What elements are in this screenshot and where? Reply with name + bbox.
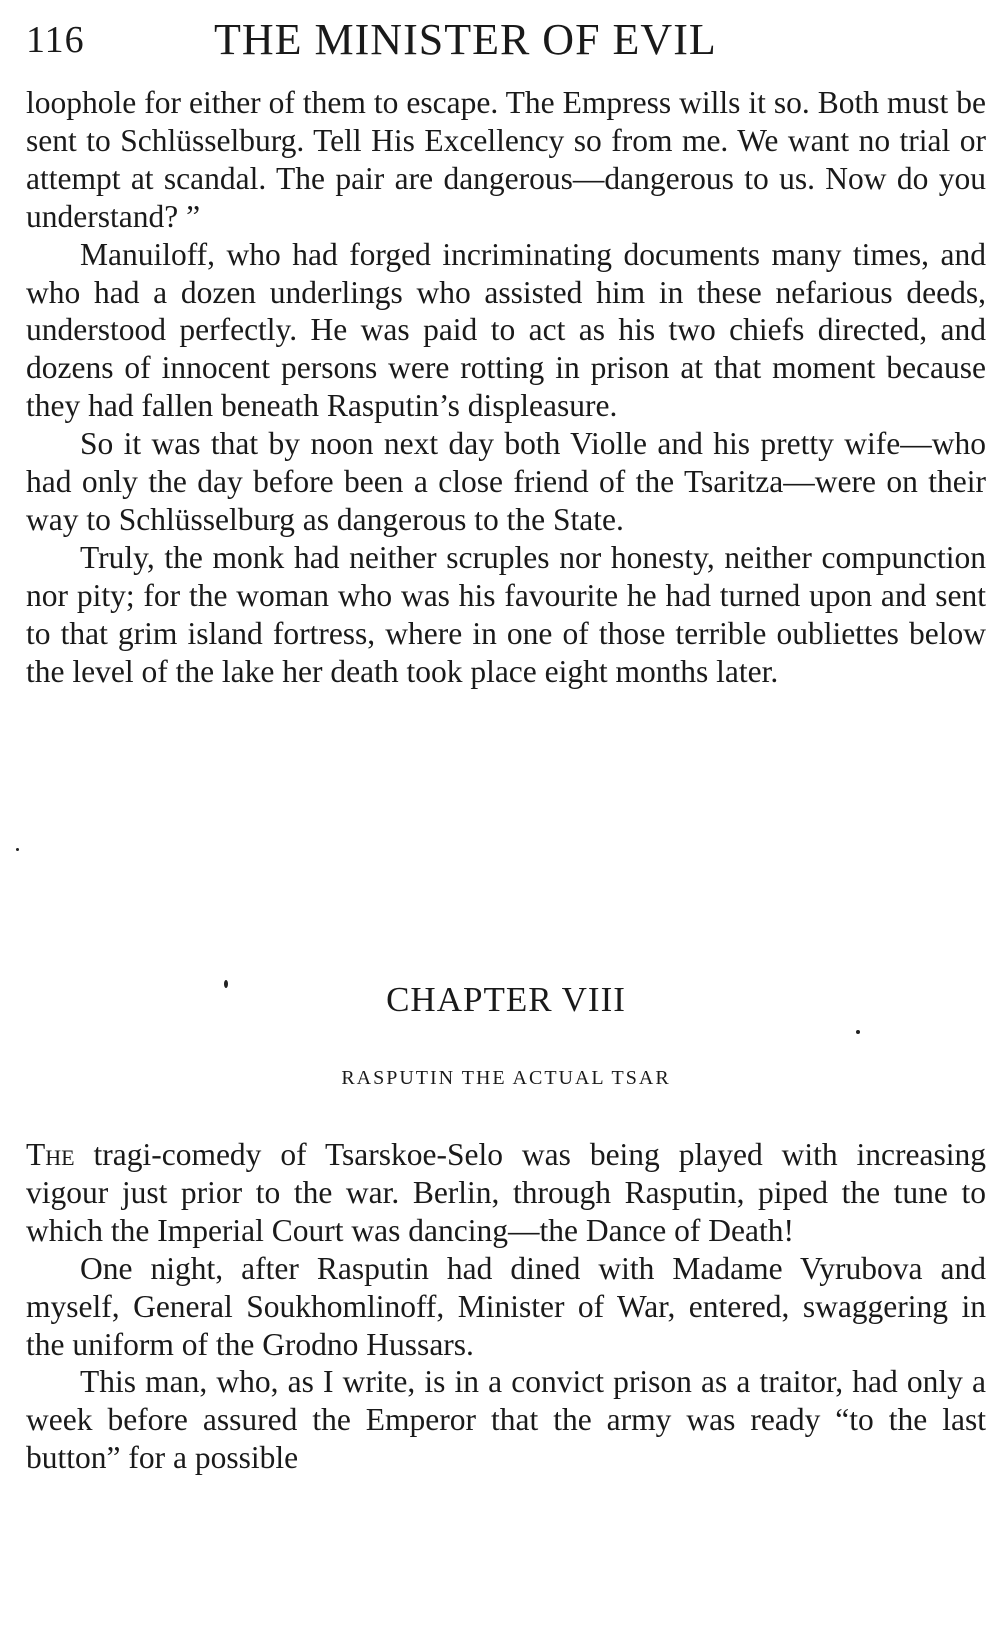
chapter-subtitle: RASPUTIN THE ACTUAL TSAR	[341, 1067, 671, 1089]
book-title: THE MINISTER OF EVIL	[214, 15, 717, 64]
body-text-bottom	[26, 1136, 986, 1477]
chapter-heading: CHAPTER VIII	[386, 980, 626, 1019]
print-speck	[16, 848, 19, 851]
paragraph-tragi-comedy	[26, 1136, 986, 1250]
print-speck	[856, 1030, 860, 1034]
body-text-top	[26, 84, 986, 691]
print-speck	[224, 980, 228, 988]
page-number: 116	[26, 19, 85, 61]
paragraph-continued: loophole for either of them to escape. The Empress wills it so. Both must be sent to Schlüsselburg. Tell His Excellency so from me. We want no trial or attempt at scandal. The pair are dangerous—dangerous to us. Now do you understand? ”	[26, 85, 986, 234]
paragraph-tragi-comedy-text: tragi-comedy of Tsarskoe-Selo was being played with increasing vigour just prior to the war. Berlin, through Rasputin, piped the tune to which the Imperial Court was dancing—the Dance of Death!	[26, 1137, 986, 1248]
paragraph-traitor: This man, who, as I write, is in a convict prison as a traitor, had only a week before assured the Emperor that the army was ready “to the last button” for a possible	[26, 1364, 986, 1476]
paragraph-one-night: One night, after Rasputin had dined with Madame Vyrubova and myself, General Soukhomlinoff, Minister of War, entered, swaggering in the uniform of the Grodno Hussars.	[26, 1250, 986, 1362]
running-head	[26, 14, 986, 62]
paragraph-monk: Truly, the monk had neither scruples nor honesty, neither compunction nor pity; for the woman who was his favourite he had turned upon and sent to that grim island fortress, where in one of those terrible oubliettes below the level of the lake her death took place eight months later.	[26, 539, 986, 689]
lead-word: The	[26, 1137, 75, 1172]
paragraph-violle: So it was that by noon next day both Violle and his pretty wife—who had only the day before been a close friend of the Tsaritza—were on their way to Schlüsselburg as dangerous to the State.	[26, 426, 986, 537]
paragraph-manuiloff: Manuiloff, who had forged incriminating documents many times, and who had a dozen underlings who assisted him in these nefarious deeds, understood perfectly. He was paid to act as his two chiefs directed, and dozens of innocent persons were rotting in prison at that moment because they had fallen beneath Rasputin’s displeasure.	[26, 236, 986, 424]
book-page	[26, 0, 986, 1651]
